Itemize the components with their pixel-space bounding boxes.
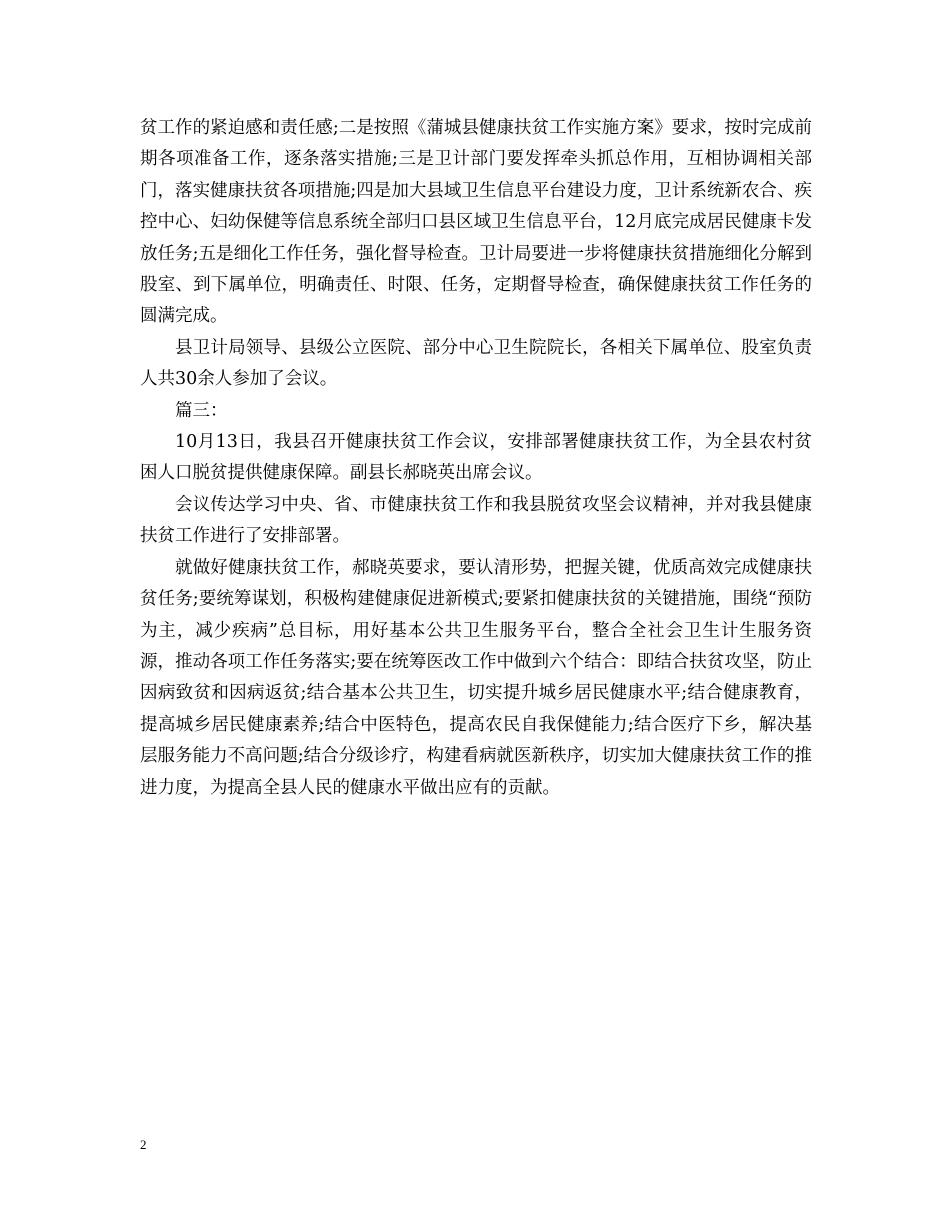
paragraph-meeting-content: 会议传达学习中央、省、市健康扶贫工作和我县脱贫攻坚会议精神，并对我县健康扶贫工作进行了安排部署。 <box>140 494 812 547</box>
paragraph-requirements: 就做好健康扶贫工作，郝晓英要求，要认清形势，把握关键，优质高效完成健康扶贫任务;要统筹谋划，积极构建健康促进新模式;要紧扣健康扶贫的关键措施，围绕“预防为主，减少疾病”总目标，用好基本公共卫生服务平台，整合全社会卫生计生服务资源，推动各项工作任务落实;要在统筹医改工作中做到六个结合：即结合扶贫攻坚，防止因病致贫和因病返贫;结合基本公共卫生，切实提升城乡居民健康水平;结合健康教育，提高城乡居民健康素养;结合中医特色，提高农民自我保健能力;结合医疗下乡，解决基层服务能力不高问题;结合分级诊疗，构建看病就医新秩序，切实加大健康扶贫工作的推进力度，为提高全县人民的健康水平做出应有的贡献。 <box>140 557 812 798</box>
section-heading: 篇三： <box>175 400 228 421</box>
document-body <box>140 113 812 804</box>
paragraph-continued: 贫工作的紧迫感和责任感;二是按照《蒲城县健康扶贫工作实施方案》要求，按时完成前期各项准备工作，逐条落实措施;三是卫计部门要发挥牵头抓总作用，互相协调相关部门，落实健康扶贫各项措施;四是加大县域卫生信息平台建设力度，卫计系统新农合、疾控中心、妇幼保健等信息系统全部归口县区域卫生信息平台，12月底完成居民健康卡发放任务;五是细化工作任务，强化督导检查。卫计局要进一步将健康扶贫措施细化分解到股室、到下属单位，明确责任、时限、任务，定期督导检查，确保健康扶贫工作任务的圆满完成。 <box>140 118 812 327</box>
page-number: 2 <box>140 1137 147 1152</box>
paragraph-meeting-intro: 10月13日，我县召开健康扶贫工作会议，安排部署健康扶贫工作，为全县农村贫困人口脱贫提供健康保障。副县长郝晓英出席会议。 <box>140 432 812 484</box>
paragraph-attendees: 县卫计局领导、县级公立医院、部分中心卫生院院长，各相关下属单位、股室负责人共30余人参加了会议。 <box>140 337 812 390</box>
